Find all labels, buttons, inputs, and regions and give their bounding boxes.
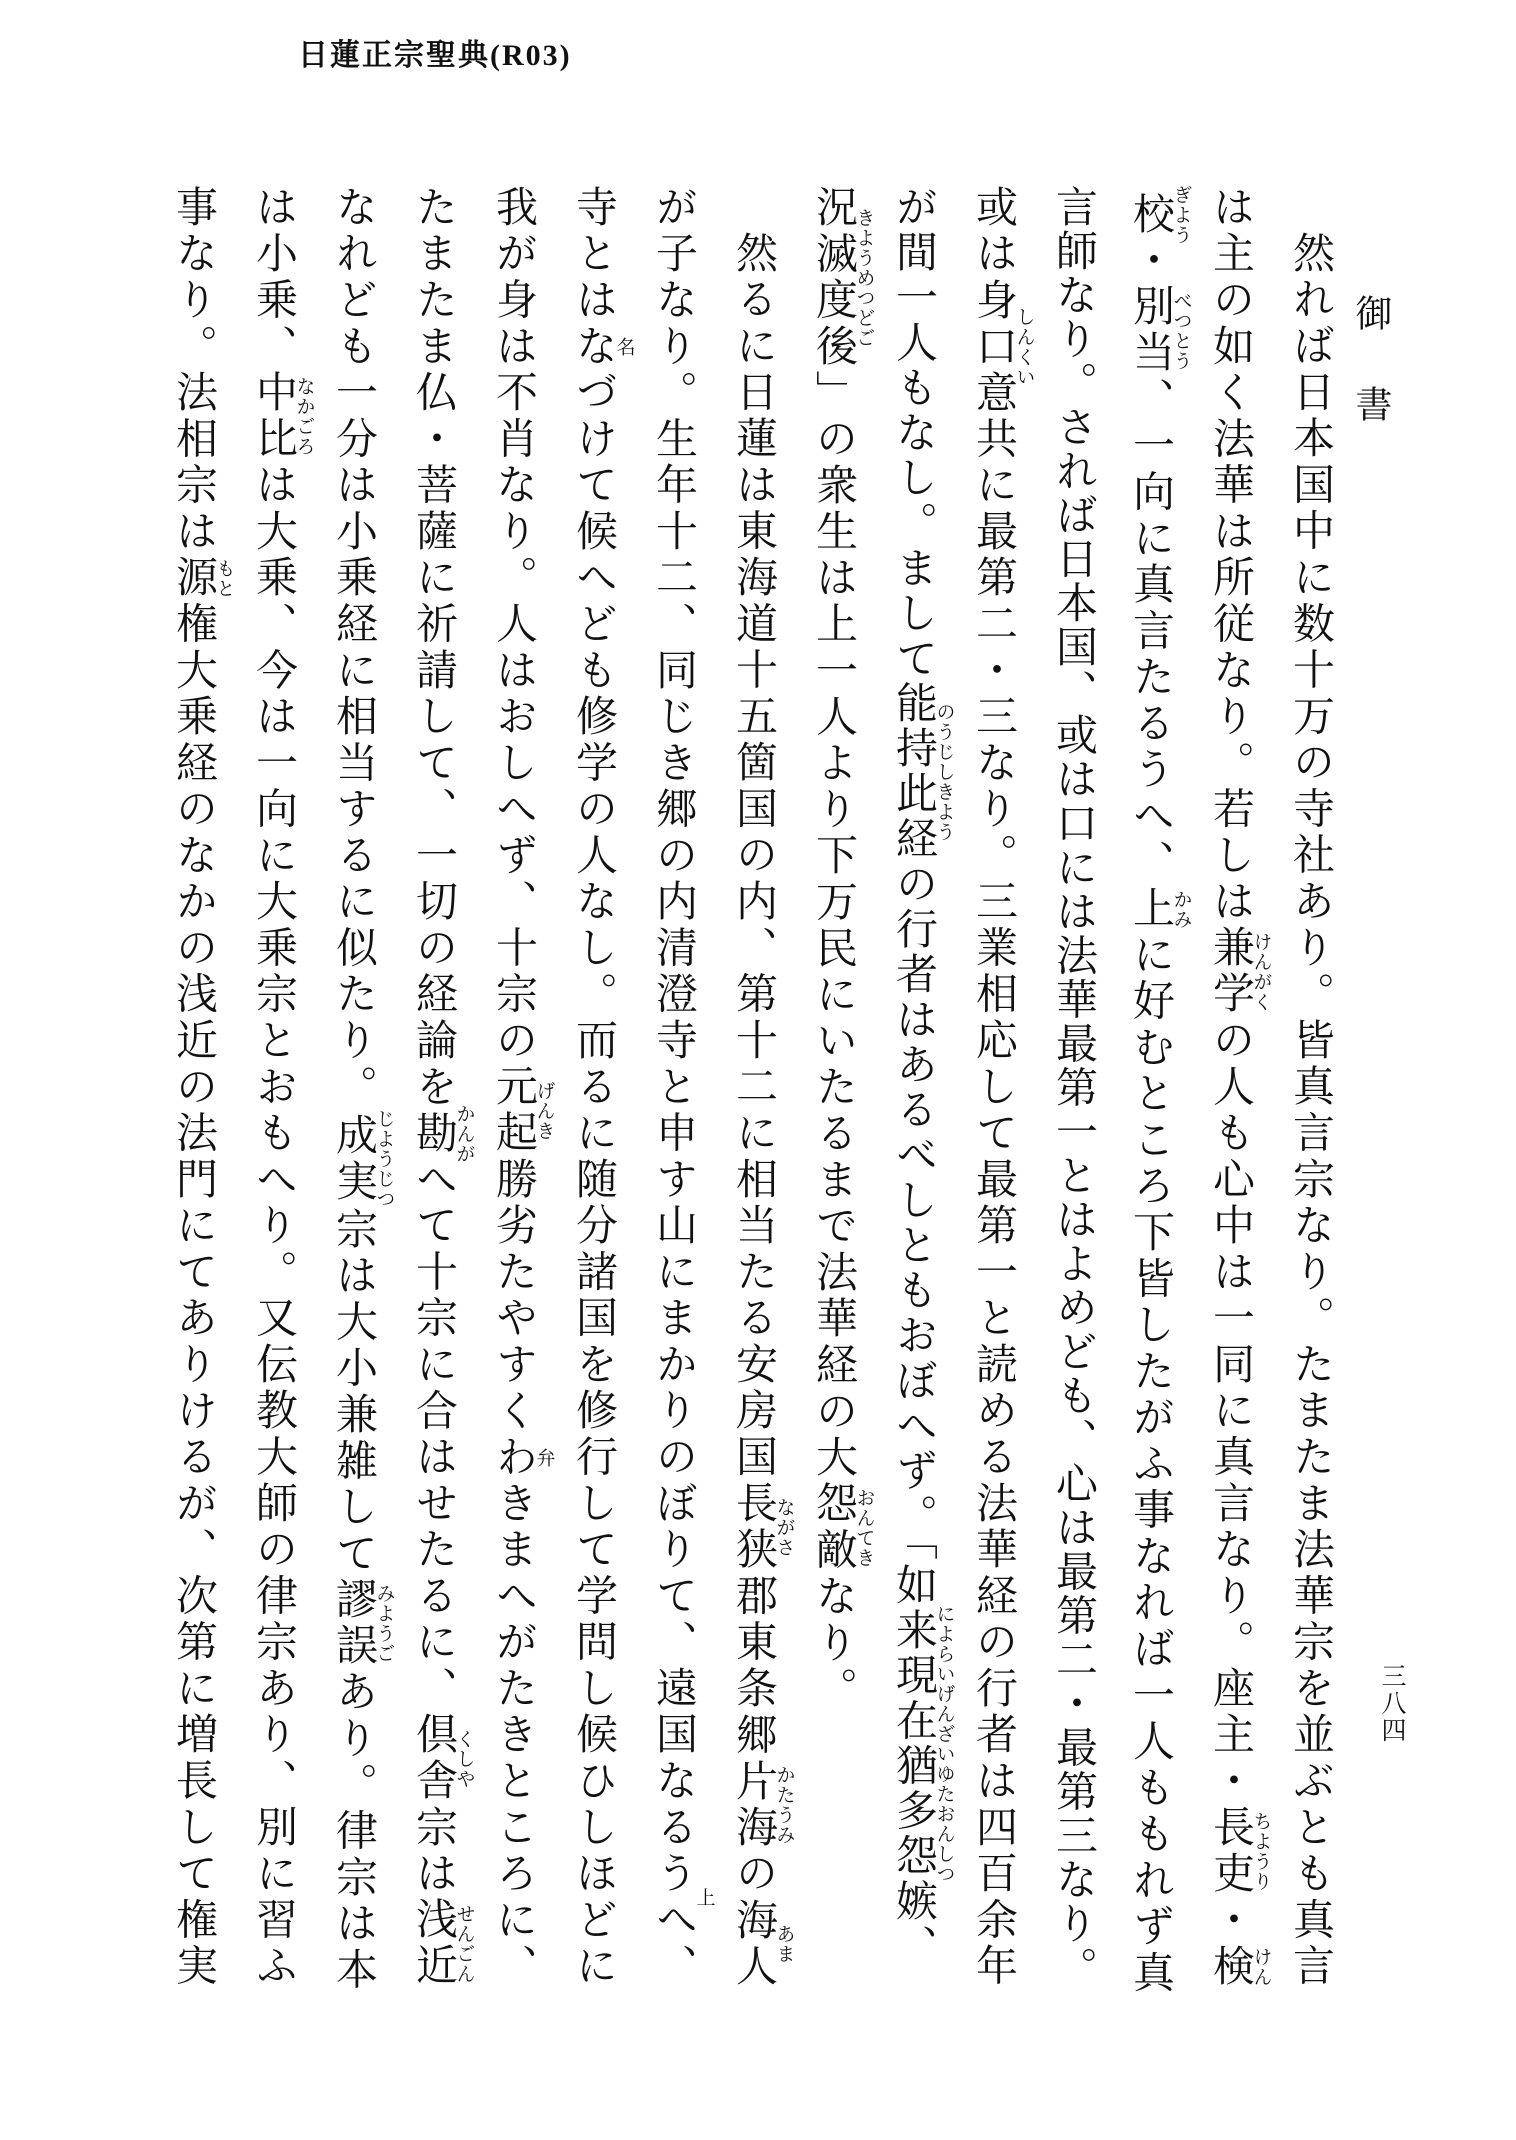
text-column-10: 寺とはな名づけて候へども修学の人なし。而るに随分諸国を修行して学問し候ひしほどに	[570, 185, 635, 1990]
furigana: かたうみ	[773, 1758, 795, 1852]
furigana: ぎよう	[1170, 185, 1192, 245]
furigana: ながさ	[773, 1480, 795, 1574]
furigana: きようめつどご	[853, 185, 875, 371]
furigana: なかごろ	[293, 370, 315, 463]
furigana: 弁	[533, 1434, 555, 1481]
text-column-15: 事なり。法相宗は源もと権大乗経のなかの浅近の法門にてありけるが、次第に増長して権実	[170, 185, 235, 1990]
text-column-4: 言師なり。されば日本国、或は口には法華最第一とはよめども、心は最第二・最第三なり。	[1050, 185, 1096, 1990]
text-column-11: 我が身は不肖なり。人はおしへず、十宗の元起げんき勝劣たやすくわ弁きまへがたきところに、	[490, 185, 555, 1990]
text-column-1: 然れば日本国中に数十万の寺社あり。皆真言宗なり。たまたま法華宗を並ぶとも真言	[1287, 231, 1333, 1991]
furigana: けん	[1250, 1943, 1272, 1990]
text-column-14: は小乗、中比なかごろは大乗、今は一向に大乗宗とおもへり。又伝教大師の律宗あり、別に習ふ	[250, 185, 315, 1990]
furigana: もと	[213, 555, 235, 602]
furigana: によらいげんざいゆたおんしつ	[933, 1563, 955, 1925]
furigana: べつとう	[1170, 284, 1192, 377]
main-text-block	[154, 185, 1348, 1995]
text-column-8: 然るに日蓮は東海道十五箇国の内、第十二に相当たる安房国長狭ながさ郡東条郷片海かたうみの海人あま	[730, 231, 795, 1991]
page-title: 日蓮正宗聖典(R03)	[298, 39, 572, 72]
furigana: かんが	[453, 1103, 475, 1164]
text-column-2: は主の如く法華は所従なり。若しは兼学けんがくの人も心中は一同に真言なり。座主・長吏ちようり・検けん	[1207, 185, 1272, 1990]
page-number: 三八四	[1378, 1663, 1405, 1744]
text-column-9: が子なり。生年十二、同じき郷の内清澄寺と申す山にまかりのぼりて、遠国なるうへ上、	[650, 185, 715, 1990]
margin-label-gosho: 御書	[1349, 294, 1390, 476]
furigana: あま	[773, 1897, 795, 1991]
text-column-6: が間一人もなし。まして能持此経のうじしきようの行者はあるべしともおぼへず。「如来現在猶多怨嫉によらいげんざいゆたおんしつ、	[890, 185, 955, 1970]
furigana: のうじしきよう	[933, 681, 955, 862]
furigana: みようご	[373, 1577, 395, 1670]
text-column-5: 或は身口意しんくい共に最第二・三なり。三業相応して最第一と読める法華経の行者は四百余年	[970, 185, 1035, 1990]
text-column-3: 校ぎよう・別当べつとう、一向に真言たるうへ、上かみに好むところ下皆したがふ事なれば一人ももれず真	[1127, 185, 1192, 1997]
furigana: じようじつ	[373, 1108, 395, 1209]
furigana: けんがく	[1250, 925, 1272, 1019]
text-column-12: たまたま仏・菩薩に祈請して、一切の経論を勘かんがへて十宗に合はせたるに、倶舎くしや宗は浅近せんごん	[410, 185, 475, 1990]
furigana: くしや	[453, 1712, 475, 1805]
furigana: 上	[693, 1851, 715, 1944]
furigana: 名	[613, 323, 635, 371]
furigana: おんてき	[853, 1481, 875, 1574]
text-column-7: 況滅度後きようめつどご」の衆生は上一人より下万民にいたるまで法華経の大怨敵おんてきなり。	[810, 185, 875, 1713]
furigana: げんき	[533, 1064, 555, 1157]
furigana: しんくい	[1013, 277, 1035, 417]
furigana: かみ	[1170, 886, 1192, 933]
furigana: ちようり	[1250, 1804, 1272, 1898]
furigana: せんごん	[453, 1897, 475, 1990]
text-column-13: なれども一分は小乗経に相当するに似たり。成実じようじつ宗は大小兼雑して謬誤みようごあり。律宗は本	[330, 185, 395, 1994]
